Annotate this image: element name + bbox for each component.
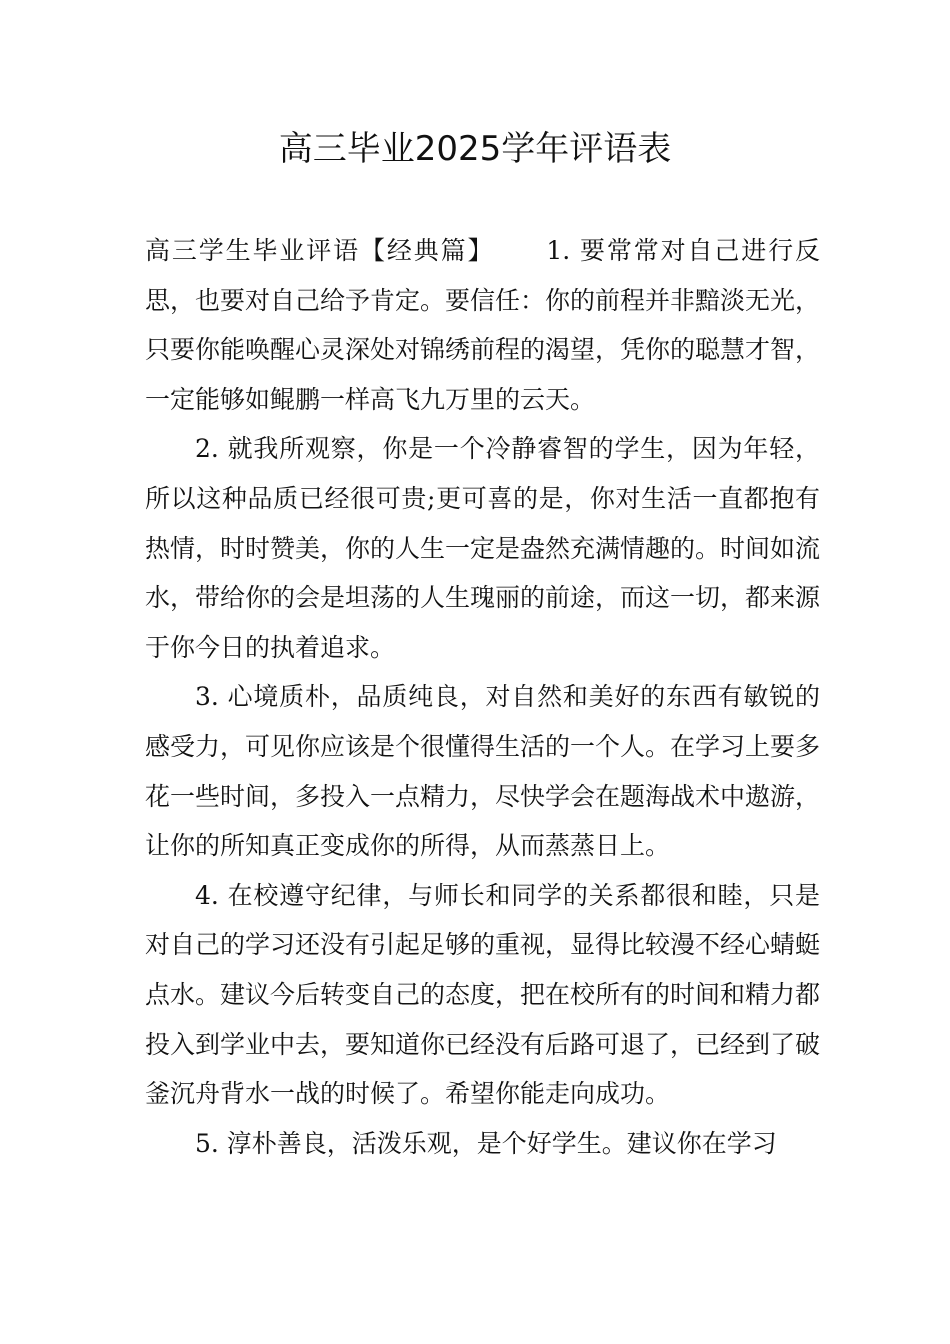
intro-heading: 高三学生毕业评语【经典篇】 — [145, 236, 495, 265]
intro-paragraph — [145, 226, 820, 424]
paragraph-2: 2. 就我所观察，你是一个冷静睿智的学生，因为年轻，所以这种品质已经很可贵;更可喜的是，你对生活一直都抱有热情，时时赞美，你的人生一定是盎然充满情趣的。时间如流水，带给你的会是坦荡的人生瑰丽的前途，而这一切，都来源于你今日的执着追求。 — [145, 434, 821, 662]
document-title: 高三毕业2025学年评语表 — [278, 129, 672, 169]
document-body — [145, 226, 820, 1168]
paragraph-4: 4. 在校遵守纪律，与师长和同学的关系都很和睦，只是对自己的学习还没有引起足够的重视，显得比较漫不经心蜻蜓点水。建议今后转变自己的态度，把在校所有的时间和精力都投入到学业中去，要知道你已经没有后路可退了，已经到了破釜沉舟背水一战的时候了。希望你能走向成功。 — [145, 880, 821, 1109]
paragraph-3: 3. 心境质朴，品质纯良，对自然和美好的东西有敏锐的感受力，可见你应该是个很懂得生活的一个人。在学习上要多花一些时间，多投入一点精力，尽快学会在题海战术中遨游，让你的所知真正变成你的所得，从而蒸蒸日上。 — [145, 682, 821, 861]
paragraph-1: 1. 要常常对自己进行反思，也要对自己给予肯定。要信任：你的前程并非黯淡无光，只要你能唤醒心灵深处对锦绣前程的渴望，凭你的聪慧才智，一定能够如鲲鹏一样高飞九万里的云天。 — [145, 236, 821, 414]
paragraph-5: 5. 淳朴善良，活泼乐观，是个好学生。建议你在学习 — [195, 1128, 777, 1158]
